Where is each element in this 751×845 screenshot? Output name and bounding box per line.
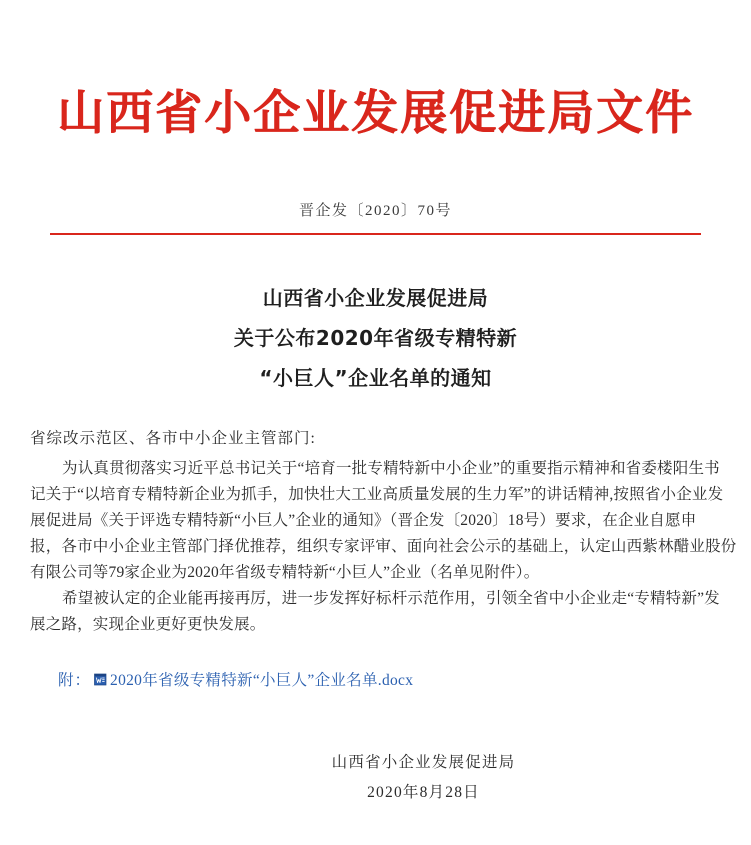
paragraph-1-line-4: 报，各市中小企业主管部门择优推荐，组织专家评审、面向社会公示的基础上，认定山西紫林醋业股份: [30, 538, 737, 556]
paragraph-1-line-3: 展促进局《关于评选专精特新“小巨人”企业的通知》（晋企发〔2020〕18号）要求，在企业自愿申: [30, 512, 697, 530]
masthead-title: 山西省小企业发展促进局文件: [57, 86, 694, 141]
paragraph-1-line-1: 为认真贯彻落实习近平总书记关于“培育一批专精特新中小企业”的重要指示精神和省委楼阳生书: [62, 460, 720, 478]
attachment-row: [58, 668, 721, 690]
document-number: 晋企发〔2020〕70号: [298, 203, 452, 220]
title-line-3: “小巨人”企业名单的通知: [259, 366, 492, 391]
document-body: [30, 426, 737, 638]
title-line-2: 关于公布2020年省级专精特新: [233, 326, 518, 351]
word-document-icon: [94, 673, 107, 686]
signature-date: 2020年8月28日: [367, 784, 480, 801]
signature-block: [0, 748, 751, 808]
masthead: [0, 0, 751, 141]
red-divider-rule: [50, 233, 701, 235]
paragraph-2-line-1: 希望被认定的企业能再接再厉，进一步发挥好标杆示范作用，引领全省中小企业走“专精特新”发: [62, 590, 720, 608]
document-title-block: [0, 278, 751, 398]
title-line-1: 山西省小企业发展促进局: [262, 286, 489, 311]
paragraph-1-line-5: 有限公司等79家企业为2020年省级专精特新“小巨人”企业（名单见附件）。: [30, 564, 540, 582]
signature-organization: 山西省小企业发展促进局: [331, 754, 516, 771]
paragraph-2: [30, 586, 721, 638]
salutation: 省综改示范区、各市中小企业主管部门:: [30, 430, 316, 448]
doc-number-row: [0, 199, 751, 220]
paragraph-1: [30, 456, 737, 586]
attachment-file-link[interactable]: 2020年省级专精特新“小巨人”企业名单.docx: [110, 672, 414, 690]
paragraph-1-line-2: 记关于“以培育专精特新企业为抓手，加快壮大工业高质量发展的生力军”的讲话精神,按照省小企业发: [30, 486, 724, 504]
attachment-label: 附：: [58, 672, 92, 690]
paragraph-2-line-2: 展之路，实现企业更好更快发展。: [30, 616, 266, 634]
